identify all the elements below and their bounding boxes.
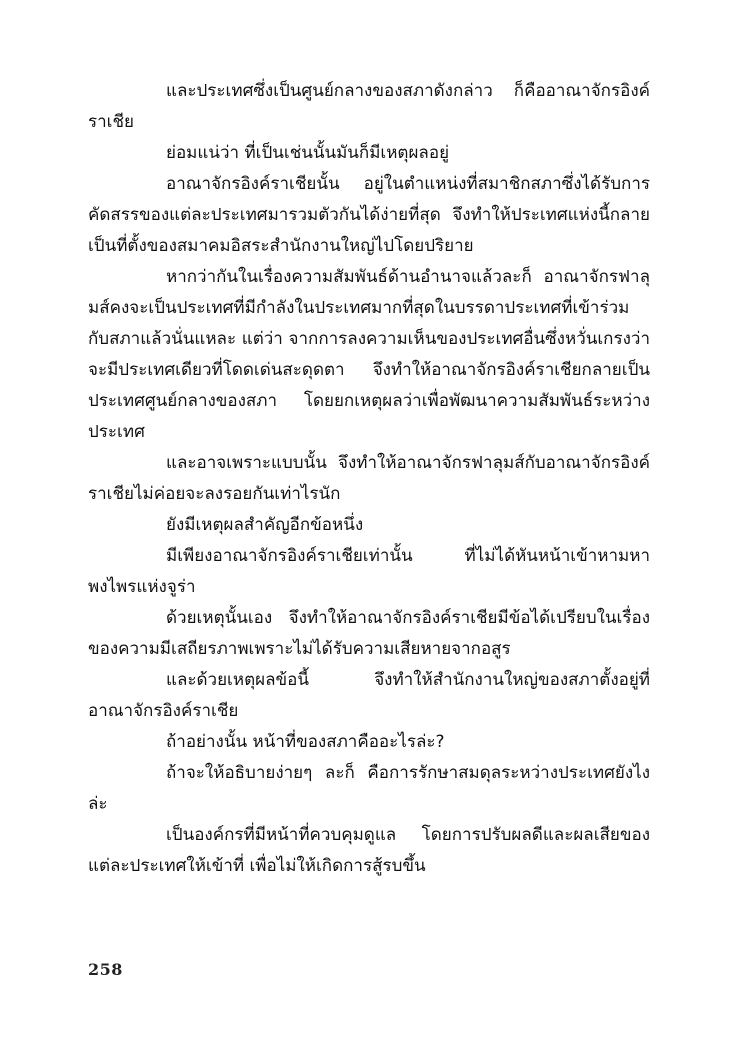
paragraph: ยังมีเหตุผลสำคัญอีกข้อหนึ่ง (166, 515, 364, 535)
paragraph: อาณาจักรอิงค์ราเชียนั้น อยู่ในตำแหน่งที่สมาชิกสภาซึ่งได้รับการคัดสรรของแต่ละประเทศมารวมตัวกันได้ง่ายที่สุด จึงทำให้ประเทศแห่งนี้กลายเป็นที่ตั้งของสมาคมอิสระสำนักงานใหญ่ไปโดยปริยาย (88, 174, 650, 256)
paragraph: ด้วยเหตุนั้นเอง จึงทำให้อาณาจักรอิงค์ราเชียมีข้อได้เปรียบในเรื่องของความมีเสถียรภาพเพราะไม่ได้รับความเสียหายจากอสูร (88, 608, 650, 659)
body-text (88, 76, 650, 882)
paragraph: เป็นองค์กรที่มีหน้าที่ควบคุมดูแล โดยการปรับผลดีและผลเสียของแต่ละประเทศให้เข้าที่ เพื่อไม่ให้เกิดการสู้รบขึ้น (88, 825, 650, 876)
paragraph: ถ้าอย่างนั้น หน้าที่ของสภาคืออะไรล่ะ? (166, 732, 445, 752)
page-number: 258 (88, 960, 123, 979)
paragraph: ย่อมแน่ว่า ที่เป็นเช่นนั้นมันก็มีเหตุผลอยู่ (166, 143, 450, 163)
paragraph: ถ้าจะให้อธิบายง่ายๆ ละก็ คือการรักษาสมดุลระหว่างประเทศยังไงล่ะ (88, 763, 650, 814)
paragraph: และด้วยเหตุผลข้อนี้ จึงทำให้สำนักงานใหญ่ของสภาตั้งอยู่ที่อาณาจักรอิงค์ราเชีย (88, 670, 650, 721)
paragraph: มีเพียงอาณาจักรอิงค์ราเชียเท่านั้น ที่ไม่ได้หันหน้าเข้าหามหาพงไพรแห่งจูร่า (88, 546, 650, 597)
paragraph: หากว่ากันในเรื่องความสัมพันธ์ด้านอำนาจแล้วละก็ อาณาจักรฟาลุมส์คงจะเป็นประเทศที่มีกำลังในประเทศมากที่สุดในบรรดาประเทศที่เข้าร่วมกับสภาแล้วนั่นแหละ แต่ว่า จากการลงความเห็นของประเทศอื่นซึ่งหวั่นเกรงว่าจะมีประเทศเดียวที่โดดเด่นสะดุดตา จึงทำให้อาณาจักรอิงค์ราเชียกลายเป็นประเทศศูนย์กลางของสภา โดยยกเหตุผลว่าเพื่อพัฒนาความสัมพันธ์ระหว่างประเทศ (88, 267, 650, 442)
paragraph: และประเทศซึ่งเป็นศูนย์กลางของสภาดังกล่าว ก็คืออาณาจักรอิงค์ราเชีย (88, 81, 650, 132)
paragraph: และอาจเพราะแบบนั้น จึงทำให้อาณาจักรฟาลุมส์กับอาณาจักรอิงค์ราเชียไม่ค่อยจะลงรอยกันเท่าไรนัก (88, 453, 650, 504)
